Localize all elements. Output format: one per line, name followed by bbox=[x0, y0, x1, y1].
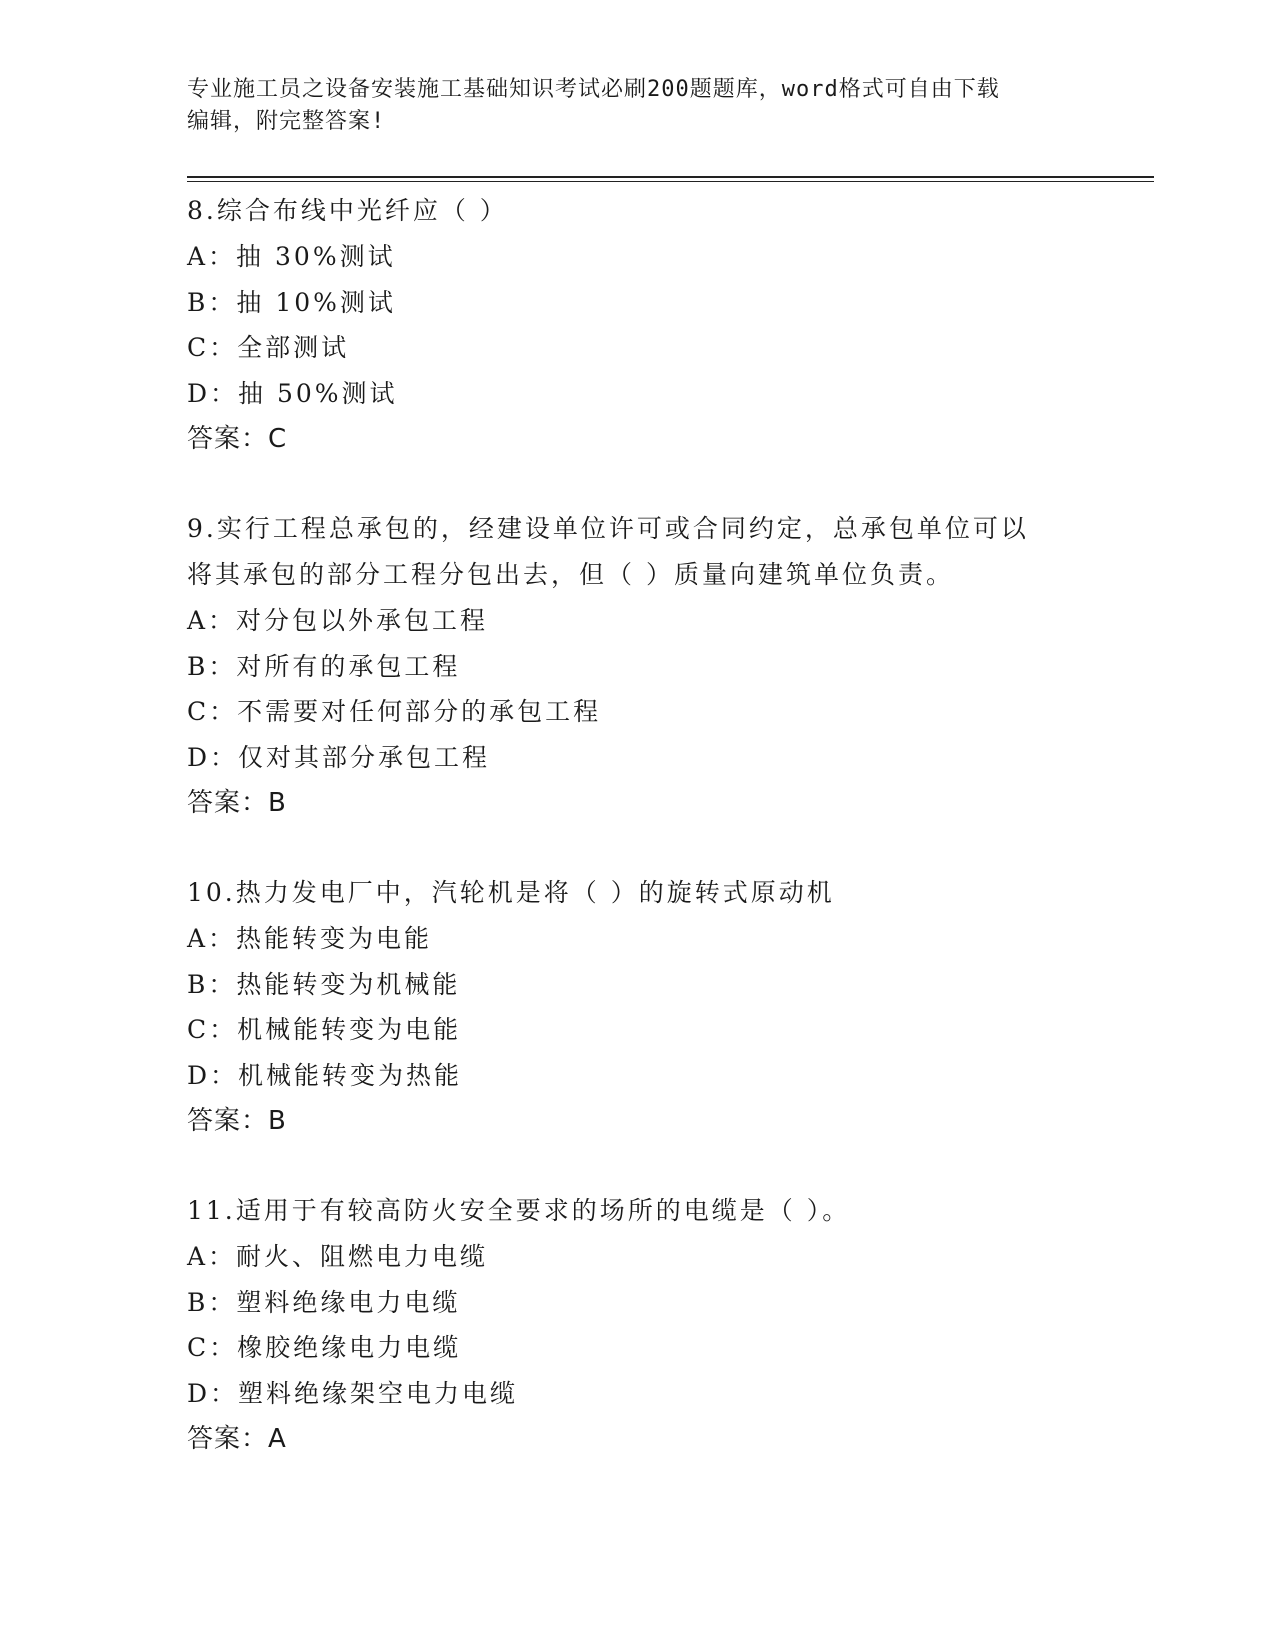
option-a: A：抽 30%测试 bbox=[187, 242, 396, 271]
question-list bbox=[187, 188, 1087, 1506]
question-text-continued: 将其承包的部分工程分包出去，但（ ）质量向建筑单位负责。 bbox=[187, 560, 954, 589]
option-b: B：抽 10%测试 bbox=[187, 287, 396, 317]
question-text: 11.适用于有较高防火安全要求的场所的电缆是（ ）。 bbox=[187, 1196, 851, 1225]
question-10 bbox=[187, 870, 1087, 1144]
answer-label: 答案：B bbox=[187, 1106, 287, 1136]
question-text: 9.实行工程总承包的，经建设单位许可或合同约定，总承包单位可以 bbox=[187, 514, 1029, 543]
header-divider-thick bbox=[187, 176, 1154, 178]
question-text: 10.热力发电厂中，汽轮机是将（ ）的旋转式原动机 bbox=[187, 878, 835, 907]
option-c: C：机械能转变为电能 bbox=[187, 1015, 462, 1044]
question-11 bbox=[187, 1188, 1087, 1462]
header-line-1: 专业施工员之设备安装施工基础知识考试必刷200题题库，word格式可自由下载 bbox=[187, 77, 1000, 102]
document-header bbox=[187, 74, 1067, 138]
answer-label: 答案：A bbox=[187, 1424, 287, 1454]
option-c: C：橡胶绝缘电力电缆 bbox=[187, 1333, 462, 1362]
question-8 bbox=[187, 188, 1087, 462]
option-a: A：对分包以外承包工程 bbox=[187, 606, 489, 635]
option-a: A：热能转变为电能 bbox=[187, 924, 433, 953]
option-d: D：塑料绝缘架空电力电缆 bbox=[187, 1378, 519, 1408]
answer-label: 答案：B bbox=[187, 788, 287, 818]
option-b: B：热能转变为机械能 bbox=[187, 969, 461, 999]
question-text: 8.综合布线中光纤应（ ） bbox=[187, 196, 508, 225]
header-line-2: 编辑，附完整答案! bbox=[187, 109, 386, 134]
option-b: B：对所有的承包工程 bbox=[187, 651, 461, 681]
option-a: A：耐火、阻燃电力电缆 bbox=[187, 1242, 489, 1271]
header-divider-thin bbox=[187, 181, 1154, 182]
question-9 bbox=[187, 506, 1087, 826]
option-c: C：不需要对任何部分的承包工程 bbox=[187, 697, 602, 726]
option-d: D：抽 50%测试 bbox=[187, 378, 398, 408]
option-b: B：塑料绝缘电力电缆 bbox=[187, 1287, 461, 1317]
option-d: D：仅对其部分承包工程 bbox=[187, 742, 491, 772]
option-d: D：机械能转变为热能 bbox=[187, 1060, 463, 1090]
answer-label: 答案：C bbox=[187, 424, 288, 454]
option-c: C：全部测试 bbox=[187, 333, 350, 362]
